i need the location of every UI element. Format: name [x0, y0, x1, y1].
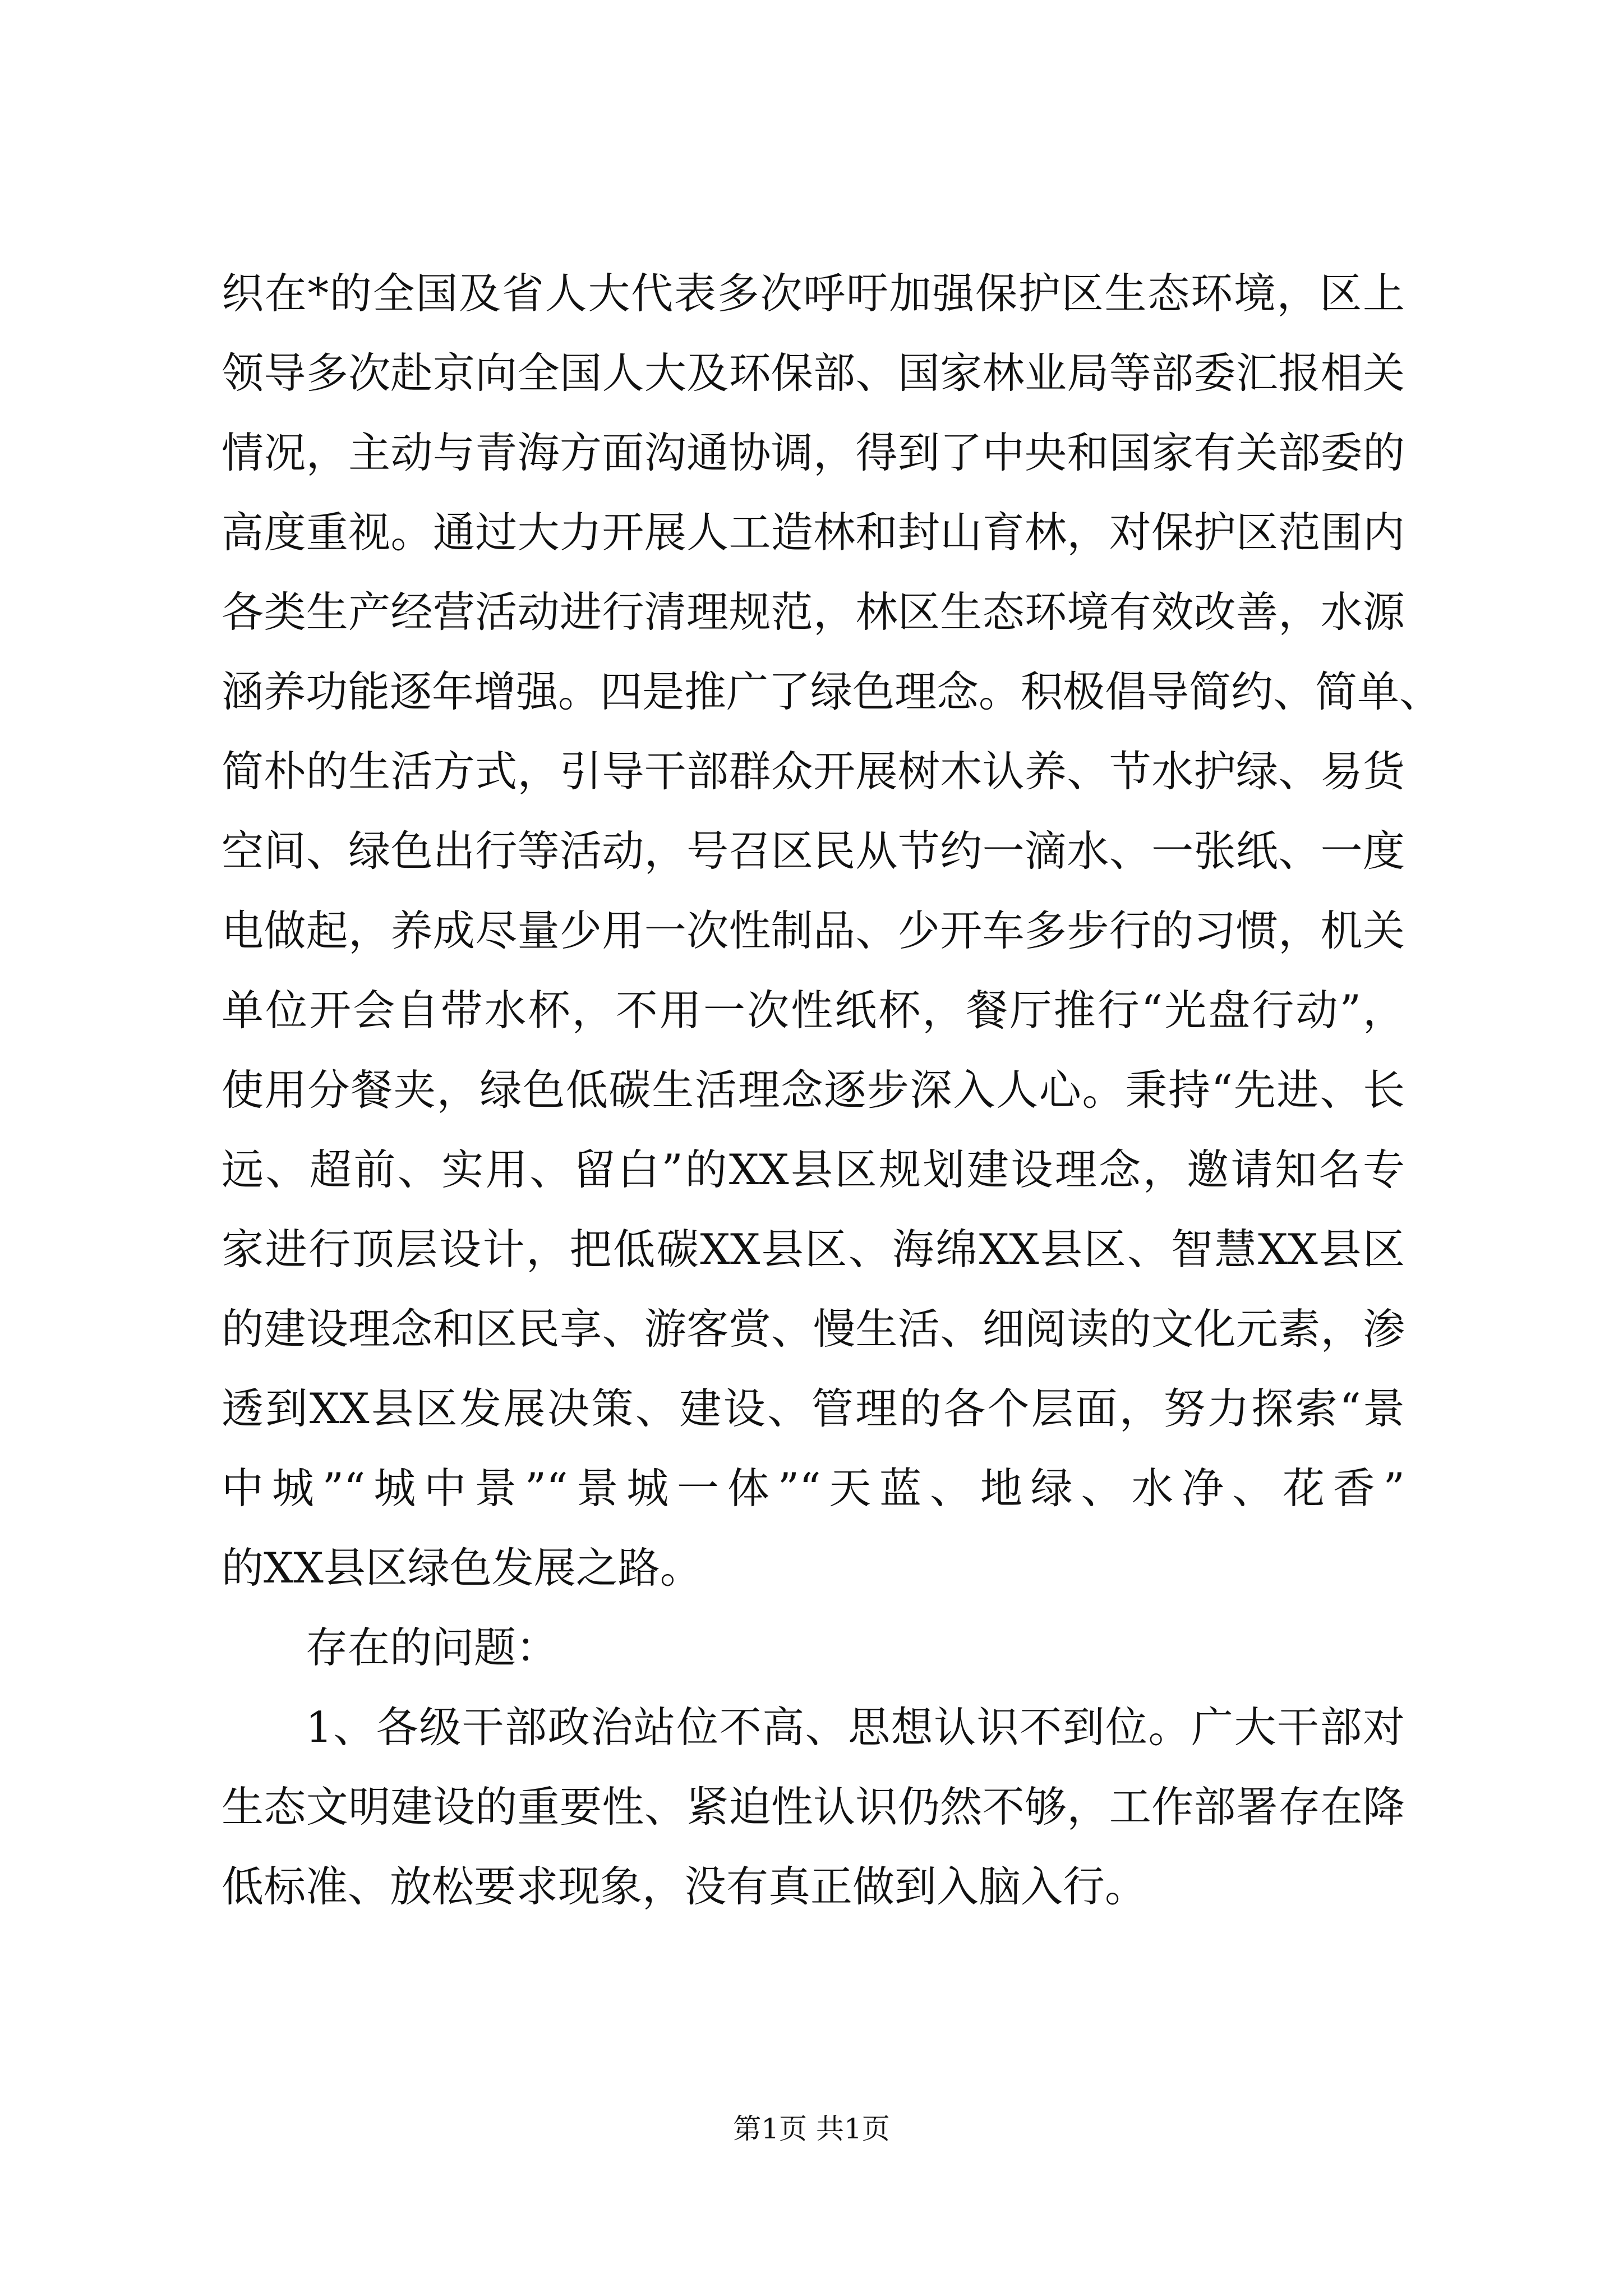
body-text-line: 电做起，养成尽量少用一次性制品、少开车多步行的习惯，机关	[222, 906, 1405, 955]
body-text-line: 情况，主动与青海方面沟通协调，得到了中央和国家有关部委的	[222, 428, 1405, 477]
body-text-line: 家进行顶层设计，把低碳XX县区、海绵XX县区、智慧XX县区	[222, 1225, 1405, 1274]
body-text-line: 远、超前、实用、留白”的XX县区规划建设理念，邀请知名专	[222, 1145, 1405, 1194]
body-text-line: 织在*的全国及省人大代表多次呼吁加强保护区生态环境，区上	[222, 269, 1405, 318]
body-text-line: 的建设理念和区民享、游客赏、慢生活、细阅读的文化元素，渗	[222, 1304, 1405, 1354]
body-text-line: 生态文明建设的重要性、紧迫性认识仍然不够，工作部署存在降	[222, 1782, 1405, 1832]
body-text-line: 高度重视。通过大力开展人工造林和封山育林，对保护区范围内	[222, 508, 1405, 557]
section-heading: 存在的问题：	[306, 1623, 559, 1672]
body-text-line: 的XX县区绿色发展之路。	[222, 1543, 702, 1593]
document-body	[222, 254, 1442, 1926]
body-text-line: 空间、绿色出行等活动，号召区民从节约一滴水、一张纸、一度	[222, 826, 1405, 876]
body-text-line: 各类生产经营活动进行清理规范，林区生态环境有效改善，水源	[222, 587, 1405, 637]
body-text-line: 1、各级干部政治站位不高、思想认识不到位。广大干部对	[306, 1703, 1405, 1752]
body-text-line: 单位开会自带水杯，不用一次性纸杯，餐厅推行“光盘行动”，	[222, 986, 1405, 1035]
body-text-line: 中城”“城中景”“景城一体”“天蓝、地绿、水净、花香”	[222, 1464, 1405, 1513]
body-text-line: 使用分餐夹，绿色低碳生活理念逐步深入人心。秉持“先进、长	[222, 1065, 1405, 1115]
body-text-line: 涵养功能逐年增强。四是推广了绿色理念。积极倡导简约、简单、	[222, 667, 1442, 716]
page-footer: 第1页 共1页	[733, 2113, 890, 2145]
body-text-line: 低标准、放松要求现象，没有真正做到入脑入行。	[222, 1862, 1147, 1911]
body-text-line: 简朴的生活方式，引导干部群众开展树木认养、节水护绿、易货	[222, 747, 1405, 796]
body-text-line: 领导多次赴京向全国人大及环保部、国家林业局等部委汇报相关	[222, 348, 1405, 398]
body-text-line: 透到XX县区发展决策、建设、管理的各个层面，努力探索“景	[222, 1384, 1405, 1433]
